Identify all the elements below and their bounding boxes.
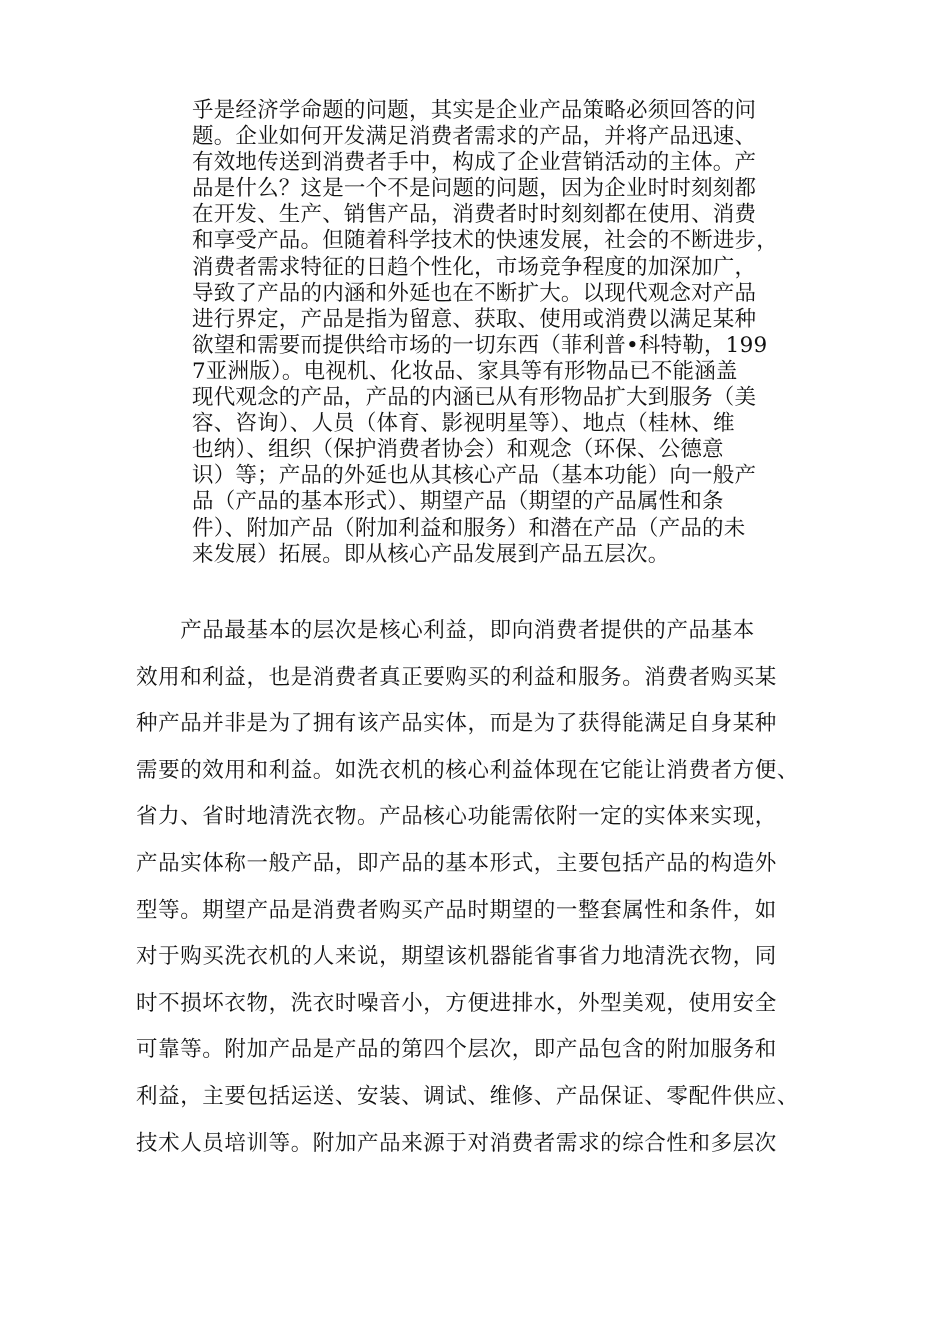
text-line: 乎是经济学命题的问题，其实是企业产品策略必须回答的问 [192, 98, 757, 123]
text-line: 种产品并非是为了拥有该产品实体，而是为了获得能满足自身某种 [136, 711, 777, 737]
text-line: 题。企业如何开发满足消费者需求的产品，并将产品迅速、 [192, 124, 757, 150]
text-line: 省力、省时地清洗衣物。产品核心功能需依附一定的实体来实现， [136, 804, 777, 830]
text-line: 需要的效用和利益。如洗衣机的核心利益体现在它能让消费者方便、 [136, 757, 800, 783]
text-line: 进行界定，产品是指为留意、获取、使用或消费以满足某种 [192, 306, 757, 332]
text-line: 利益，主要包括运送、安装、调试、维修、产品保证、零配件供应、 [136, 1083, 800, 1109]
text-line: 产品最基本的层次是核心利益，即向消费者提供的产品基本 [136, 618, 755, 643]
text-line: 识）等；产品的外延也从其核心产品（基本功能）向一般产 [192, 463, 757, 489]
text-line: 时不损坏衣物，洗衣时噪音小，方便进排水，外型美观，使用安全 [136, 990, 777, 1016]
text-line: 产品实体称一般产品，即产品的基本形式，主要包括产品的构造外 [136, 850, 777, 876]
paragraph-product-levels [136, 608, 836, 1167]
text-line: 有效地传送到消费者手中，构成了企业营销活动的主体。产 [192, 150, 757, 176]
text-line: 和享受产品。但随着科学技术的快速发展，社会的不断进步， [192, 228, 778, 254]
text-line: 来发展）拓展。即从核心产品发展到产品五层次。 [192, 541, 670, 567]
text-line: 在开发、生产、销售产品，消费者时时刻刻都在使用、消费 [192, 202, 757, 228]
text-line: 效用和利益，也是消费者真正要购买的利益和服务。消费者购买某 [136, 664, 777, 690]
text-line: 导致了产品的内涵和外延也在不断扩大。以现代观念对产品 [192, 280, 757, 306]
text-line: 7亚洲版）。电视机、化妆品、家具等有形物品已不能涵盖 [192, 358, 738, 384]
text-line: 欲望和需要而提供给市场的一切东西（菲利普•科特勒，199 [192, 332, 768, 358]
paragraph-product-definition [192, 98, 832, 568]
text-line: 技术人员培训等。附加产品来源于对消费者需求的综合性和多层次 [136, 1130, 777, 1156]
text-line: 消费者需求特征的日趋个性化，市场竞争程度的加深加广， [192, 254, 757, 280]
text-line: 容、咨询）、人员（体育、影视明星等）、地点（桂林、维 [192, 411, 735, 437]
text-line: 对于购买洗衣机的人来说，期望该机器能省事省力地清洗衣物，同 [136, 944, 777, 970]
text-line: 也纳）、组织（保护消费者协会）和观念（环保、公德意 [192, 437, 724, 463]
text-line: 型等。期望产品是消费者购买产品时期望的一整套属性和条件，如 [136, 897, 777, 923]
text-line: 品（产品的基本形式）、期望产品（期望的产品属性和条 [192, 489, 724, 515]
text-line: 件）、附加产品（附加利益和服务）和潜在产品（产品的未 [192, 515, 746, 541]
text-line: 可靠等。附加产品是产品的第四个层次，即产品包含的附加服务和 [136, 1037, 777, 1063]
text-line: 现代观念的产品，产品的内涵已从有形物品扩大到服务（美 [192, 385, 757, 411]
text-line: 品是什么？这是一个不是问题的问题，因为企业时时刻刻都 [192, 176, 757, 202]
